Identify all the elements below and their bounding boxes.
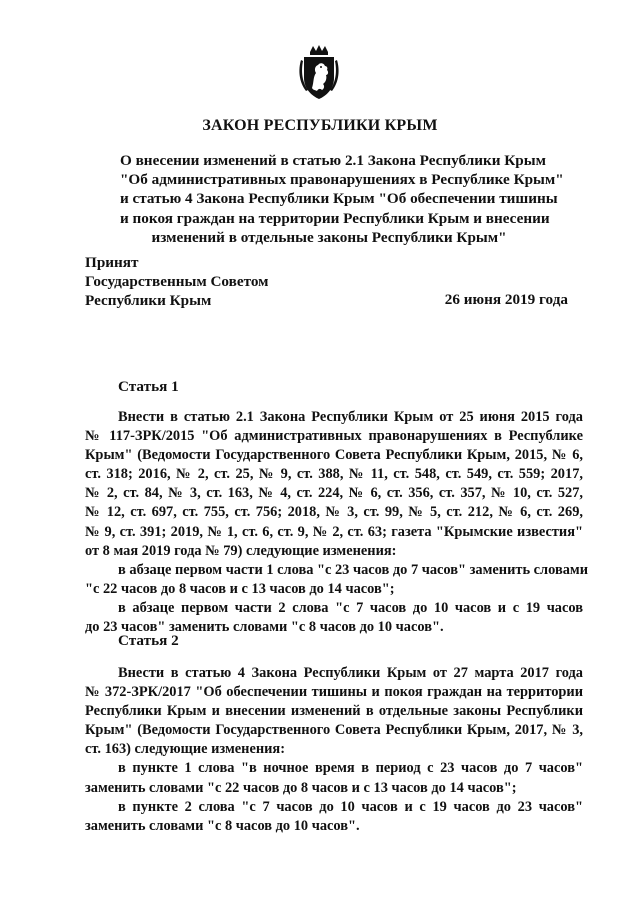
article-line: Внести в статью 4 Закона Республики Крым от 27 марта 2017 года: [118, 665, 583, 681]
subtitle-line: и покоя граждан на территории Республики Крым и внесении: [120, 209, 550, 227]
article-line: Крым" (Ведомости Государственного Совета Республики Крым, 2017, № 3,: [85, 722, 583, 739]
article-line: до 23 часов" заменить словами "с 8 часов до 10 часов".: [85, 619, 444, 636]
article-line: в пункте 2 слова "с 7 часов до 10 часов и с 19 часов до 23 часов": [118, 798, 583, 815]
adopted-line: Республики Крым: [85, 292, 212, 310]
adopted-block: [85, 253, 269, 311]
adopted-date: 26 июня 2019 года: [444, 291, 568, 308]
article-line: № 9, ст. 391; 2019, № 1, ст. 6, ст. 9, № 2, ст. 63; газета "Крымские известия": [85, 523, 583, 540]
article-line: "с 22 часов до 8 часов и с 13 часов до 14 часов";: [85, 580, 395, 597]
article-line: № 2, ст. 84, № 3, ст. 163, № 4, ст. 224, № 6, ст. 356, ст. 357, № 10, ст. 527,: [85, 485, 583, 502]
article-line: от 8 мая 2019 года № 79) следующие изменения:: [85, 542, 397, 559]
law-title: ЗАКОН РЕСПУБЛИКИ КРЫМ: [202, 117, 438, 134]
article-line: заменить словами "с 22 часов до 8 часов и с 13 часов до 14 часов";: [85, 779, 517, 796]
article-2-heading: Статья 2: [118, 632, 179, 649]
article-line: Внести в статью 2.1 Закона Республики Крым от 25 июня 2015 года: [118, 409, 583, 425]
article-line: в пункте 1 слова "в ночное время в период с 23 часов до 7 часов": [118, 760, 583, 777]
subtitle-line: "Об административных правонарушениях в Республике Крым": [120, 171, 564, 189]
subtitle-line: О внесении изменений в статью 2.1 Закона Республики Крым: [120, 152, 546, 169]
article-line: в абзаце первом части 2 слова "с 7 часов до 10 часов и с 19 часов: [118, 599, 583, 616]
article-line: в абзаце первом части 1 слова "с 23 часов до 7 часов" заменить словами: [118, 561, 589, 578]
article-line: ст. 163) следующие изменения:: [85, 741, 285, 758]
article-line: Крым" (Ведомости Государственного Совета Республики Крым, 2015, № 6,: [85, 447, 583, 464]
article-line: Республики Крым и внесении изменений в отдельные законы Республики: [85, 703, 583, 720]
article-line: заменить словами "с 8 часов до 10 часов".: [85, 817, 360, 834]
law-subtitle: [120, 151, 564, 247]
subtitle-line: и статью 4 Закона Республики Крым "Об обеспечении тишины: [120, 190, 558, 208]
article-1-heading: Статья 1: [118, 378, 179, 395]
crimea-coat-of-arms-icon: [296, 44, 342, 102]
subtitle-line: изменений в отдельные законы Республики Крым": [151, 228, 507, 246]
article-2-body: [85, 664, 583, 836]
adopted-line: Принят: [85, 254, 139, 271]
article-line: № 372-ЗРК/2017 "Об обеспечении тишины и покоя граждан на территории: [85, 684, 583, 701]
article-line: № 117-ЗРК/2015 "Об административных правонарушениях в Республике: [85, 428, 583, 445]
adopted-line: Государственным Советом: [85, 273, 269, 291]
article-1-body: [85, 408, 589, 637]
article-line: № 12, ст. 697, ст. 755, ст. 756; 2018, № 3, ст. 99, № 5, ст. 212, № 6, ст. 269,: [85, 504, 583, 521]
article-line: ст. 318; 2016, № 2, ст. 25, № 9, ст. 388, № 11, ст. 548, ст. 549, ст. 559; 2017,: [85, 466, 583, 483]
